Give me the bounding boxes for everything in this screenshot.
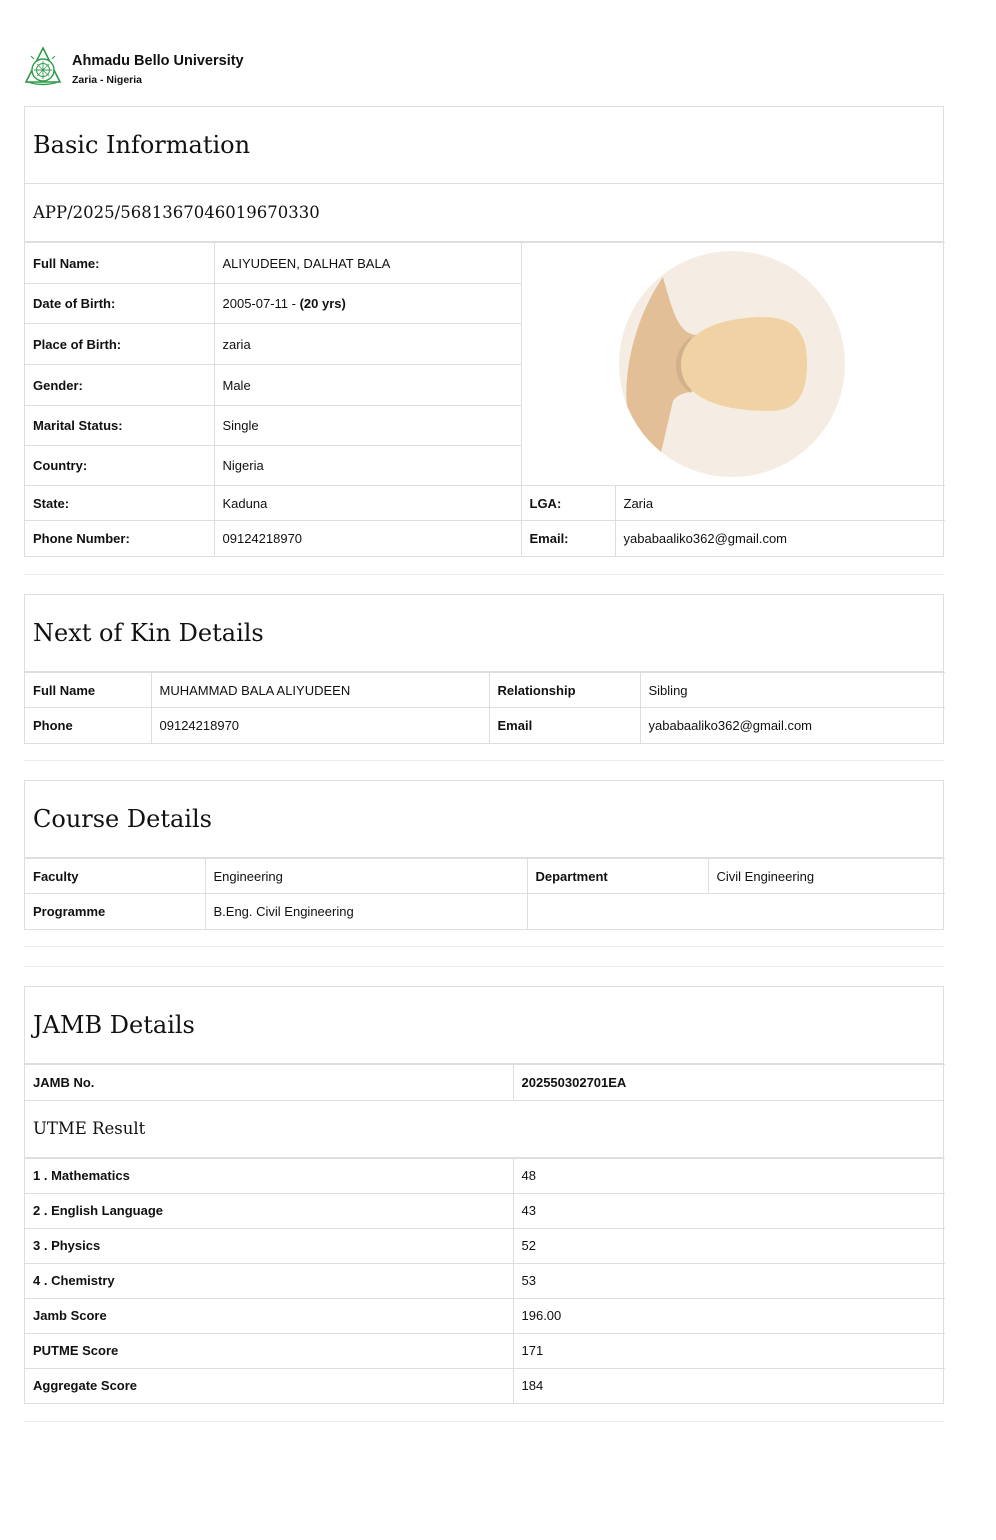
putme-score-value: 171 bbox=[513, 1333, 945, 1368]
kin-email-label: Email bbox=[489, 708, 640, 743]
utme-result-table bbox=[25, 1158, 945, 1404]
basic-information-section bbox=[24, 106, 944, 557]
state-label: State: bbox=[25, 486, 214, 521]
pob-label: Place of Birth: bbox=[25, 324, 214, 365]
department-label: Department bbox=[527, 859, 708, 894]
course-details-section bbox=[24, 780, 944, 930]
marital-value: Single bbox=[214, 406, 521, 446]
subject-score: 53 bbox=[513, 1263, 945, 1298]
subject-name: 2 . English Language bbox=[25, 1193, 513, 1228]
state-value: Kaduna bbox=[214, 486, 521, 521]
subject-score: 52 bbox=[513, 1228, 945, 1263]
programme-value: B.Eng. Civil Engineering bbox=[205, 894, 527, 929]
utme-result-title: UTME Result bbox=[25, 1100, 943, 1158]
kin-phone-label: Phone bbox=[25, 708, 151, 743]
jamb-details-section bbox=[24, 986, 944, 1404]
aggregate-score-label: Aggregate Score bbox=[25, 1368, 513, 1403]
divider bbox=[24, 574, 944, 575]
university-logo bbox=[24, 46, 62, 86]
jamb-score-value: 196.00 bbox=[513, 1298, 945, 1333]
subject-score: 43 bbox=[513, 1193, 945, 1228]
faculty-value: Engineering bbox=[205, 859, 527, 894]
gender-label: Gender: bbox=[25, 365, 214, 406]
jamb-number-label: JAMB No. bbox=[25, 1065, 513, 1100]
subject-name: 3 . Physics bbox=[25, 1228, 513, 1263]
dob-value bbox=[214, 284, 521, 324]
jamb-details-title: JAMB Details bbox=[25, 987, 943, 1064]
phone-label: Phone Number: bbox=[25, 521, 214, 556]
lga-label: LGA: bbox=[521, 486, 615, 521]
email-value: yababaaliko362@gmail.com bbox=[615, 521, 945, 556]
basic-information-title: Basic Information bbox=[25, 107, 943, 184]
department-value: Civil Engineering bbox=[708, 859, 945, 894]
full-name-label: Full Name: bbox=[25, 243, 214, 284]
header bbox=[24, 46, 244, 90]
kin-relationship-value: Sibling bbox=[640, 673, 945, 708]
table-row bbox=[25, 1193, 945, 1228]
lga-value: Zaria bbox=[615, 486, 945, 521]
phone-value: 09124218970 bbox=[214, 521, 521, 556]
kin-relationship-label: Relationship bbox=[489, 673, 640, 708]
avatar bbox=[619, 251, 845, 477]
subject-name: 4 . Chemistry bbox=[25, 1263, 513, 1298]
course-details-title: Course Details bbox=[25, 781, 943, 858]
aggregate-score-value: 184 bbox=[513, 1368, 945, 1403]
divider bbox=[24, 760, 944, 761]
age-value: (20 yrs) bbox=[299, 296, 346, 311]
university-name: Ahmadu Bello University bbox=[72, 53, 244, 69]
email-label: Email: bbox=[521, 521, 615, 556]
empty-cell bbox=[527, 894, 945, 929]
photo-cell bbox=[521, 243, 945, 486]
jamb-score-label: Jamb Score bbox=[25, 1298, 513, 1333]
subject-score: 48 bbox=[513, 1158, 945, 1193]
subject-name: 1 . Mathematics bbox=[25, 1158, 513, 1193]
marital-label: Marital Status: bbox=[25, 406, 214, 446]
next-of-kin-table bbox=[25, 672, 945, 743]
course-details-table bbox=[25, 858, 945, 929]
table-row bbox=[25, 1228, 945, 1263]
divider bbox=[24, 1421, 944, 1422]
country-label: Country: bbox=[25, 446, 214, 486]
next-of-kin-section bbox=[24, 594, 944, 744]
application-number: APP/2025/5681367046019670330 bbox=[25, 184, 943, 242]
kin-name-label: Full Name bbox=[25, 673, 151, 708]
kin-name-value: MUHAMMAD BALA ALIYUDEEN bbox=[151, 673, 489, 708]
programme-label: Programme bbox=[25, 894, 205, 929]
putme-score-label: PUTME Score bbox=[25, 1333, 513, 1368]
pob-value: zaria bbox=[214, 324, 521, 365]
divider bbox=[24, 966, 944, 967]
dob-label: Date of Birth: bbox=[25, 284, 214, 324]
table-row bbox=[25, 1158, 945, 1193]
faculty-label: Faculty bbox=[25, 859, 205, 894]
country-value: Nigeria bbox=[214, 446, 521, 486]
table-row bbox=[25, 1263, 945, 1298]
basic-info-table bbox=[25, 242, 945, 556]
kin-phone-value: 09124218970 bbox=[151, 708, 489, 743]
next-of-kin-title: Next of Kin Details bbox=[25, 595, 943, 672]
jamb-number-value: 202550302701EA bbox=[513, 1065, 945, 1100]
kin-email-value: yababaaliko362@gmail.com bbox=[640, 708, 945, 743]
university-location: Zaria - Nigeria bbox=[72, 74, 143, 86]
full-name-value: ALIYUDEEN, DALHAT BALA bbox=[214, 243, 521, 284]
dob-date: 2005-07-11 - bbox=[222, 296, 300, 311]
gender-value: Male bbox=[214, 365, 521, 406]
jamb-number-table bbox=[25, 1064, 945, 1100]
divider bbox=[24, 946, 944, 947]
